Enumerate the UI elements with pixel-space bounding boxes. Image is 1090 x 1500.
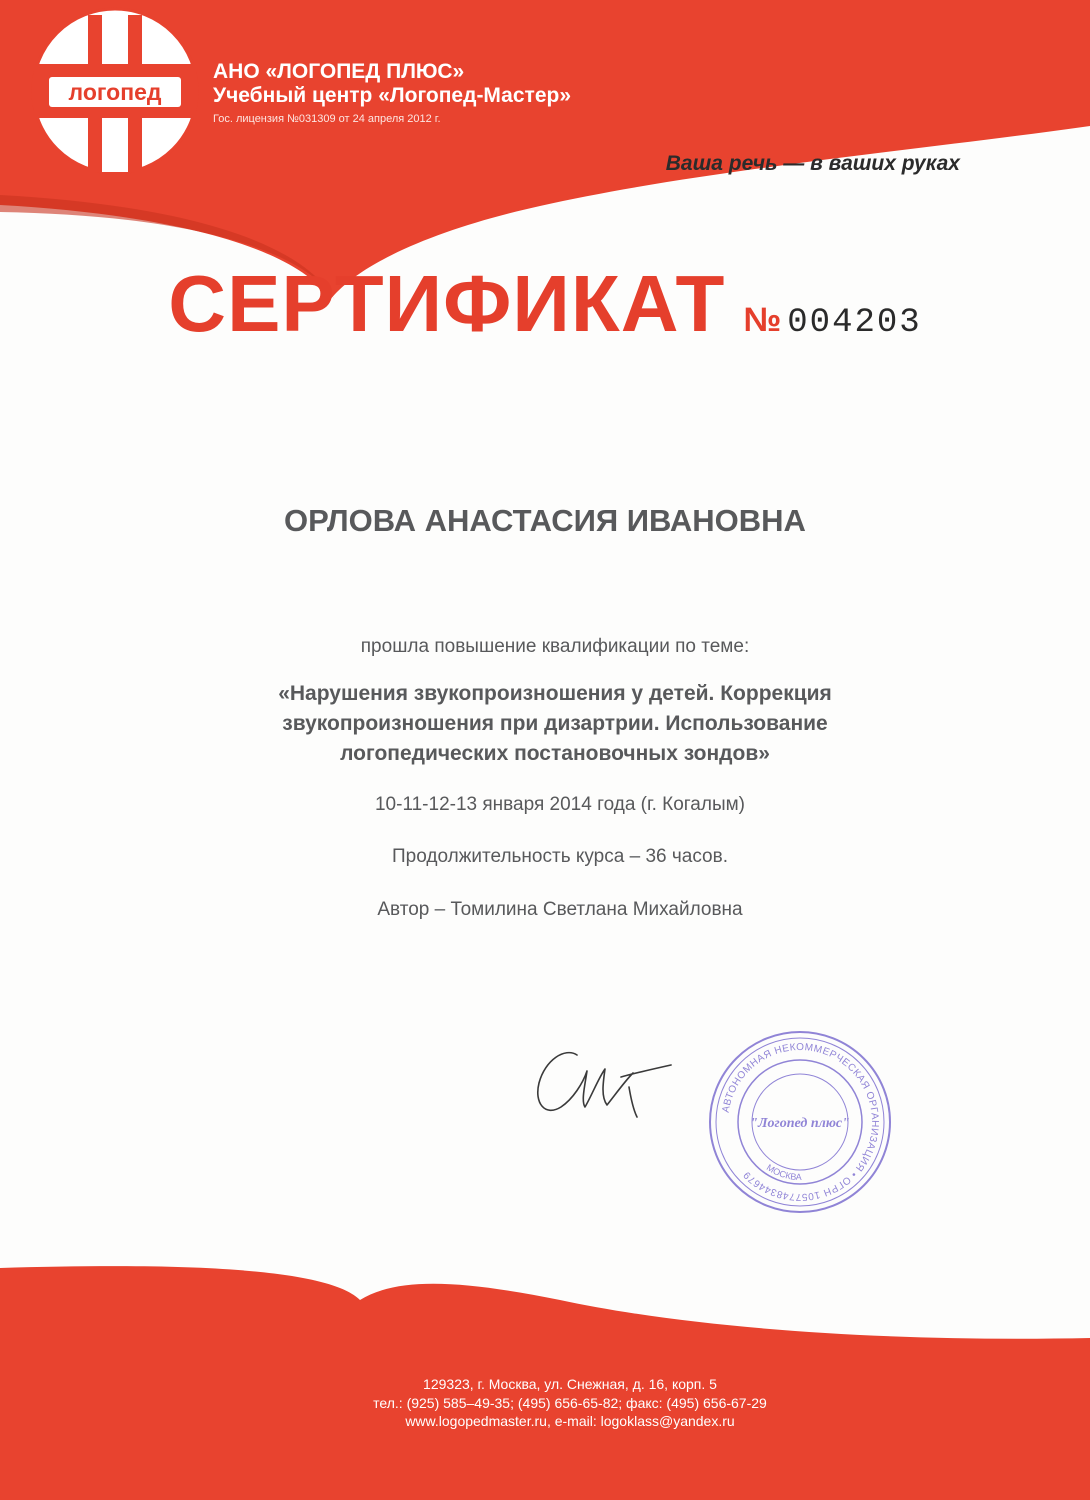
- logo-icon: [33, 9, 197, 173]
- course-topic: [180, 679, 930, 769]
- course-author: Автор – Томилина Светлана Михайловна: [377, 899, 743, 920]
- footer-contacts: [0, 1375, 1090, 1431]
- footer-phones: тел.: (925) 585–49-35; (495) 656-65-82; факс: (495) 656-67-29: [373, 1394, 767, 1411]
- number-sign: №: [743, 301, 782, 339]
- org-name: АНО «ЛОГОПЕД ПЛЮС»: [213, 60, 465, 83]
- org-center-name: Учебный центр «Логопед-Мастер»: [213, 84, 572, 107]
- topic-line: «Нарушения звукопроизношения у детей. Коррекция: [278, 682, 832, 705]
- course-duration: Продолжительность курса – 36 часов.: [392, 846, 728, 867]
- recipient-name: ОРЛОВА АНАСТАСИЯ ИВАНОВНА: [284, 503, 806, 538]
- org-info: [213, 60, 571, 127]
- slogan: Ваша речь — в ваших руках: [665, 152, 960, 175]
- intro-text: прошла повышение квалификации по теме:: [360, 636, 750, 657]
- topic-line: логопедических постановочных зондов»: [340, 742, 770, 765]
- signature-image: [525, 1025, 685, 1125]
- certificate-title: СЕРТИФИКАТ: [168, 259, 726, 348]
- footer-address: 129323, г. Москва, ул. Снежная, д. 16, корп. 5: [423, 1376, 717, 1392]
- svg-text:МОСКВА: МОСКВА: [764, 1162, 802, 1183]
- organization-stamp: [707, 1029, 893, 1215]
- topic-line: звукопроизношения при дизартрии. Использование: [282, 712, 828, 735]
- license-text: Гос. лицензия №031309 от 24 апреля 2012 г.: [213, 113, 441, 125]
- svg-text:АВТОНОМНАЯ НЕКОММЕРЧЕСКАЯ ОРГА: АВТОНОМНАЯ НЕКОММЕРЧЕСКАЯ ОРГАНИЗАЦИЯ • ОГРН 1057748344679: [720, 1041, 881, 1203]
- course-dates: 10-11-12-13 января 2014 года (г. Когалым): [374, 794, 746, 815]
- logo-text: логопед: [68, 79, 162, 105]
- footer-web: www.logopedmaster.ru, e-mail: logoklass@yandex.ru: [405, 1413, 735, 1429]
- svg-text:"Логопед плюс": "Логопед плюс": [750, 1116, 850, 1131]
- certificate-number: 004203: [787, 304, 922, 342]
- certificate-title-row: [0, 258, 1090, 350]
